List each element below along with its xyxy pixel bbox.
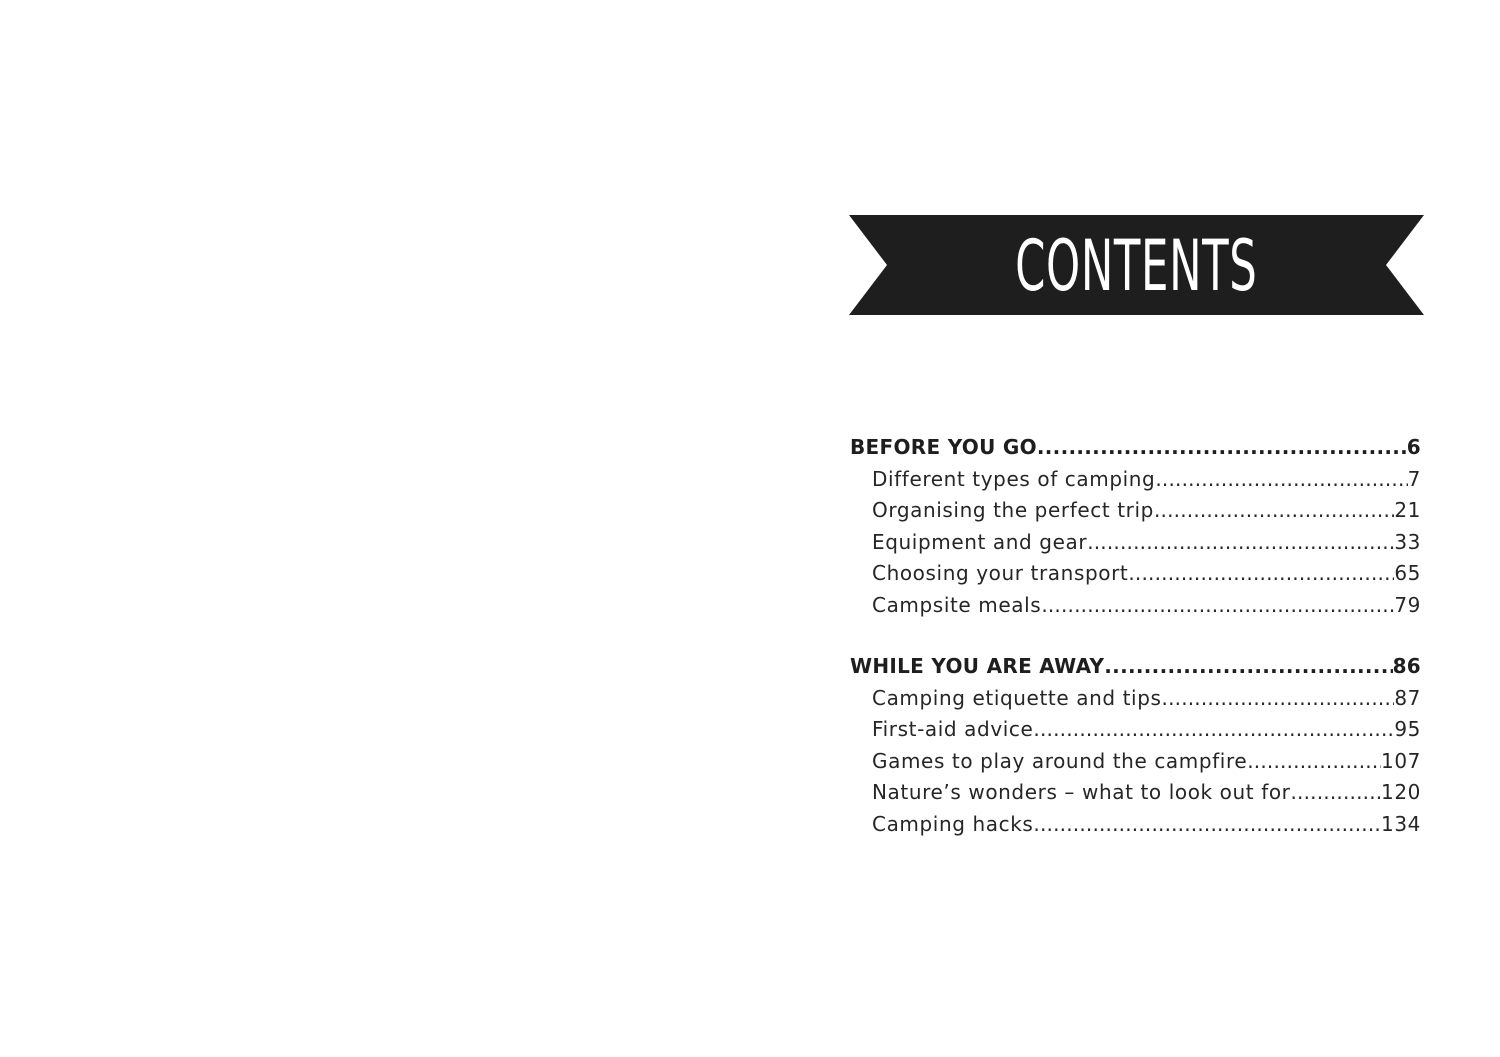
dot-leader — [1087, 527, 1394, 559]
page-number: 33 — [1394, 529, 1421, 554]
toc-entry[interactable] — [850, 464, 1421, 496]
entry-title: Organising the perfect trip — [872, 498, 1154, 522]
entry-title: Nature’s wonders – what to look out for — [872, 780, 1291, 804]
entry-title: Choosing your transport — [872, 561, 1129, 585]
dot-leader — [1247, 746, 1381, 778]
entry-title: Different types of camping — [872, 466, 1156, 491]
dot-leader — [1033, 809, 1381, 841]
dot-leader — [1104, 651, 1392, 683]
entry-title: Games to play around the campfire — [872, 748, 1248, 773]
toc-section-before-you-go — [850, 432, 1421, 621]
toc-entry[interactable] — [850, 558, 1421, 590]
page-number: 65 — [1394, 561, 1421, 585]
page-number: 134 — [1381, 811, 1421, 836]
toc-entry[interactable] — [850, 527, 1421, 559]
section-title: WHILE YOU ARE AWAY — [850, 654, 1105, 678]
toc-entry[interactable] — [850, 683, 1421, 715]
contents-banner — [849, 215, 1424, 315]
dot-leader — [1162, 683, 1395, 715]
page-number: 7 — [1407, 466, 1421, 491]
dot-leader — [1155, 464, 1407, 496]
toc-section-heading[interactable] — [850, 432, 1421, 464]
toc-entry[interactable] — [850, 495, 1421, 527]
entry-title: Camping etiquette and tips — [872, 685, 1162, 710]
page-number: 120 — [1381, 780, 1421, 804]
entry-title: Camping hacks — [872, 811, 1034, 836]
dot-leader — [1291, 777, 1382, 809]
page-number: 95 — [1394, 717, 1421, 741]
toc-entry[interactable] — [850, 746, 1421, 778]
page-number: 21 — [1394, 498, 1421, 522]
toc-entry[interactable] — [850, 777, 1421, 809]
dot-leader — [1128, 558, 1394, 590]
dot-leader — [1037, 432, 1407, 464]
entry-title: First-aid advice — [872, 717, 1034, 741]
page-number: 107 — [1381, 748, 1421, 773]
entry-title: Campsite meals — [872, 592, 1042, 617]
toc-section-heading[interactable] — [850, 651, 1421, 683]
entry-title: Equipment and gear — [872, 529, 1088, 554]
toc-section-while-you-are-away — [850, 651, 1421, 840]
page-number: 79 — [1394, 592, 1421, 617]
section-title: BEFORE YOU GO — [850, 435, 1037, 459]
page-number: 87 — [1394, 685, 1421, 710]
page-number: 6 — [1406, 435, 1421, 459]
page-title: CONTENTS — [1015, 225, 1258, 307]
toc-entry[interactable] — [850, 714, 1421, 746]
dot-leader — [1033, 714, 1394, 746]
dot-leader — [1041, 590, 1394, 622]
table-of-contents — [850, 432, 1421, 840]
dot-leader — [1154, 495, 1394, 527]
toc-entry[interactable] — [850, 590, 1421, 622]
toc-entry[interactable] — [850, 809, 1421, 841]
page-number: 86 — [1392, 654, 1421, 678]
